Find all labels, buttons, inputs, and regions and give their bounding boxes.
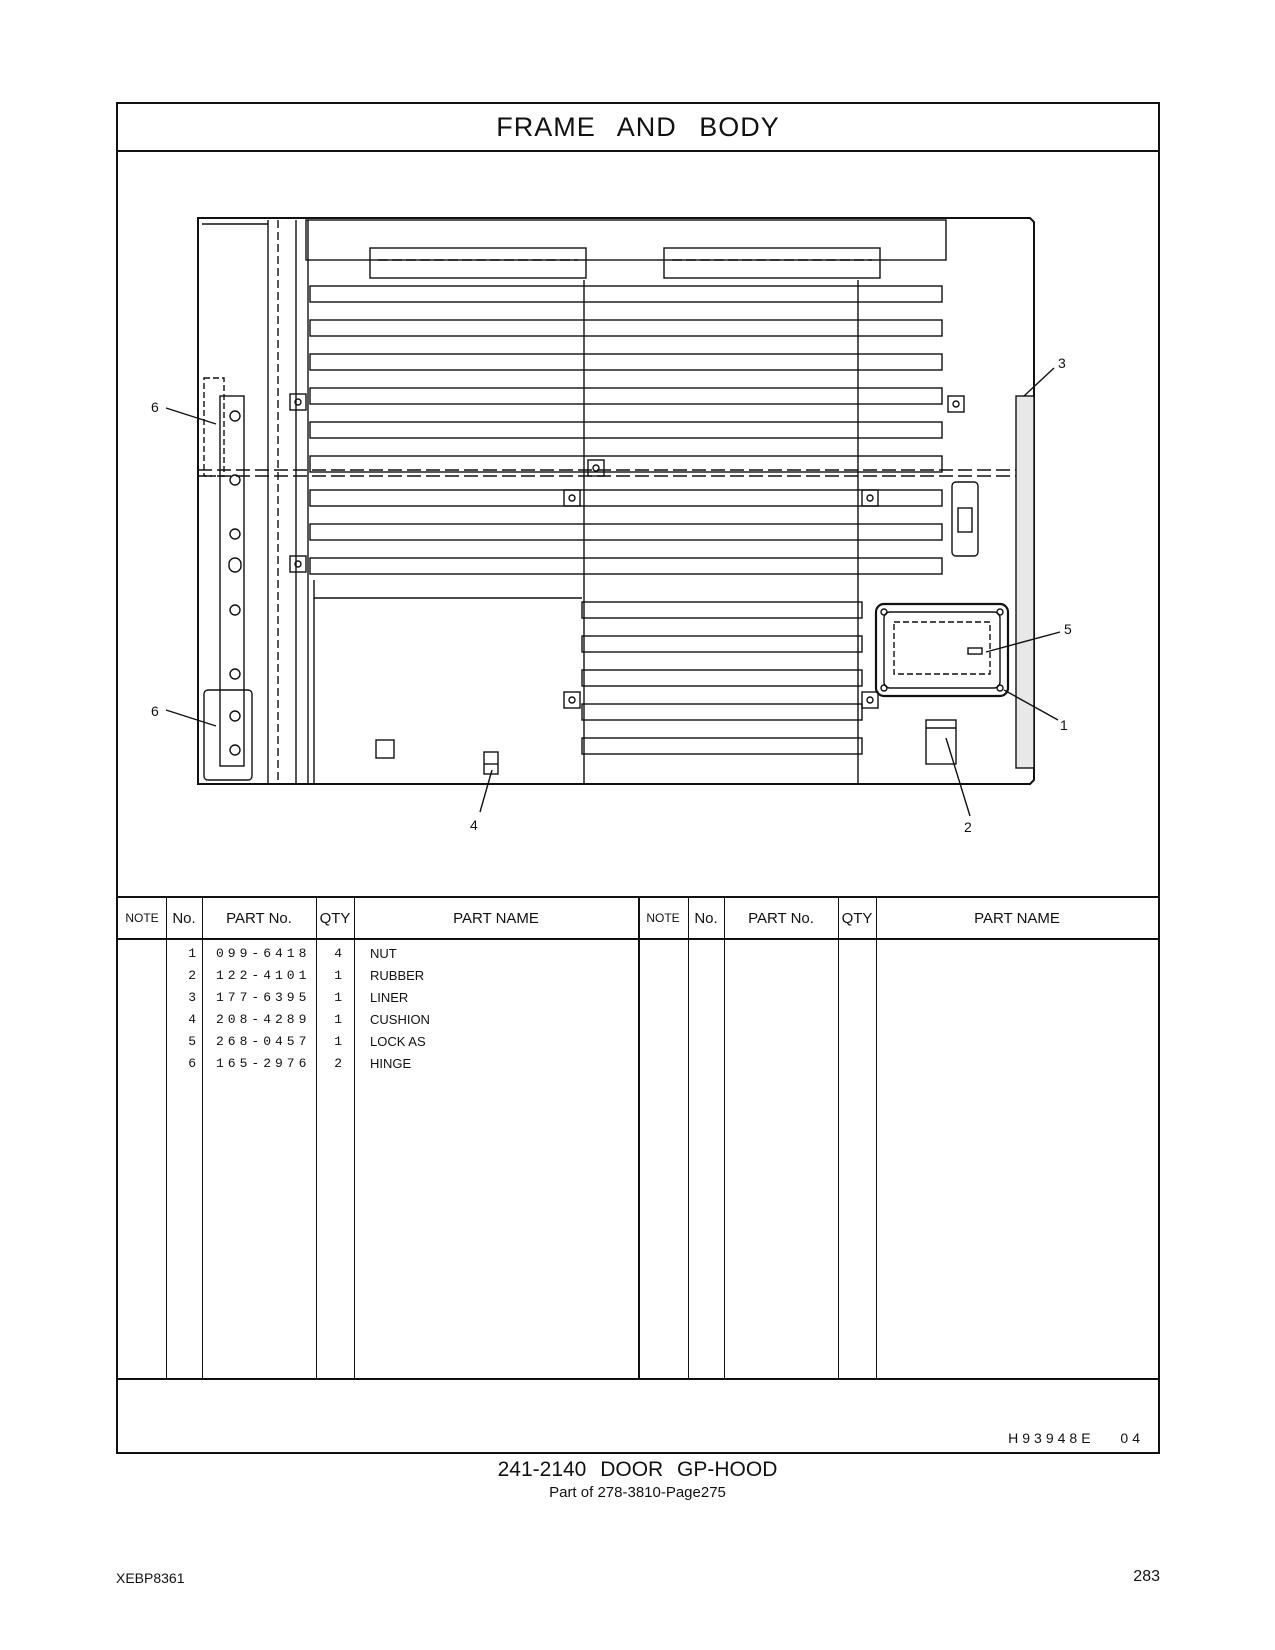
assembly-title: 241-2140 DOOR GP-HOOD <box>497 1458 778 1481</box>
header-part-no-left: PART No. <box>226 909 292 927</box>
table-row: 2 122-4101 1 RUBBER <box>188 968 425 983</box>
header-note-right: NOTE <box>646 911 680 925</box>
parts-frame <box>116 102 1160 1454</box>
illustration-reference: H93948E 04 <box>1008 1430 1144 1446</box>
document-id: XEBP8361 <box>116 1570 185 1586</box>
callout-6-top: 6 <box>151 399 159 415</box>
callout-1: 1 <box>1060 717 1068 733</box>
table-row: 4 208-4289 1 CUSHION <box>188 1012 430 1027</box>
door-drawing <box>118 150 1158 896</box>
callout-4: 4 <box>470 817 478 833</box>
assembly-subtitle: Part of 278-3810-Page275 <box>549 1484 726 1501</box>
callout-5: 5 <box>1064 621 1072 637</box>
table-row: 3 177-6395 1 LINER <box>188 990 409 1005</box>
callout-3: 3 <box>1058 355 1066 371</box>
section-title-row <box>118 104 1158 152</box>
table-row: 6 165-2976 2 HINGE <box>188 1056 412 1071</box>
callout-2: 2 <box>964 819 972 835</box>
header-part-name-left: PART NAME <box>453 909 539 927</box>
header-no-right: No. <box>694 909 718 927</box>
header-qty-right: QTY <box>841 909 873 927</box>
parts-table-body <box>118 940 1158 1380</box>
parts-table-header <box>118 896 1158 940</box>
section-title: FRAME AND BODY <box>496 111 780 142</box>
header-part-name-right: PART NAME <box>974 909 1060 927</box>
header-part-no-right: PART No. <box>748 909 814 927</box>
header-no-left: No. <box>172 909 196 927</box>
callout-6-bottom: 6 <box>151 703 159 719</box>
door-illustration <box>118 150 1158 896</box>
header-note-left: NOTE <box>125 911 159 925</box>
page-number: 283 <box>1133 1568 1160 1585</box>
table-row: 1 099-6418 4 NUT <box>188 946 397 961</box>
table-row: 5 268-0457 1 LOCK AS <box>188 1034 426 1049</box>
header-qty-left: QTY <box>319 909 351 927</box>
